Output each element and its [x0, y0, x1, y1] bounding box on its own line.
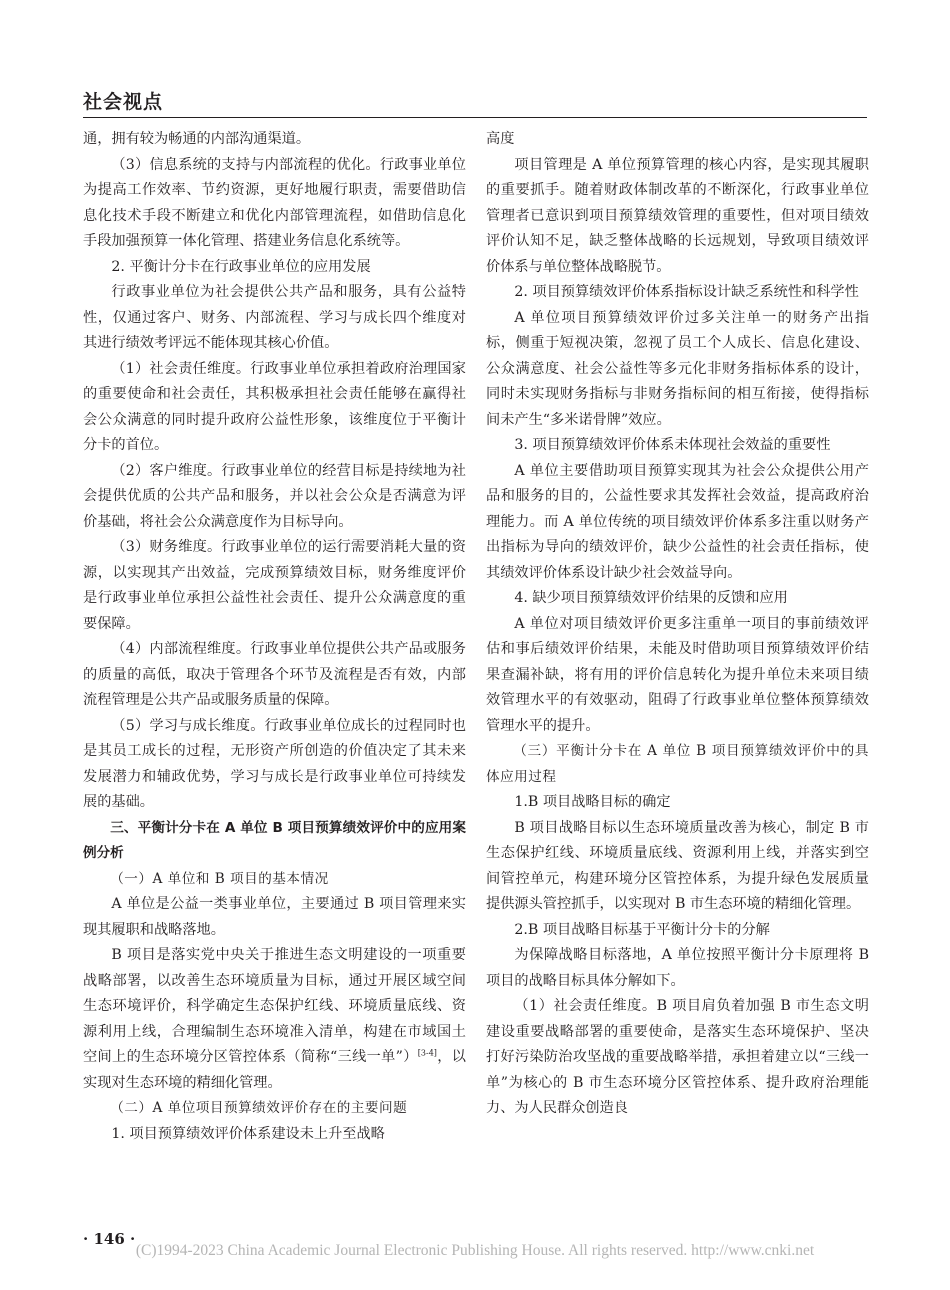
paragraph: 项目管理是 A 单位预算管理的核心内容，是实现其履职的重要抓手。随着财政体制改革的不断深化，行政事业单位管理者已意识到项目预算绩效管理的重要性，但对项目绩效评价认知不足，缺乏整体战略的长远规划，导致项目绩效评价体系与单位整体战略脱节。: [486, 156, 869, 275]
paragraph: B 项目战略目标以生态环境质量改善为核心，制定 B 市生态保护红线、环境质量底线、资源利用上线，并落实到空间管控单元，构建环境分区管控体系，为提升绿色发展质量提供源头管控抓手，以实现对 B 市生态环境的精细化管理。: [486, 819, 869, 912]
subheading: 2. 平衡计分卡在行政事业单位的应用发展: [111, 258, 371, 275]
section-heading: 三、平衡计分卡在 A 单位 B 项目预算绩效评价中的应用案例分析: [83, 819, 466, 861]
subheading: 3. 项目预算绩效评价体系未体现社会效益的重要性: [514, 437, 831, 453]
subheading: 2.B 项目战略目标基于平衡计分卡的分解: [514, 921, 770, 938]
subheading: 1.B 项目战略目标的确定: [514, 794, 671, 810]
paragraph: A 单位是公益一类事业单位，主要通过 B 项目管理来实现其履职和战略落地。: [83, 896, 466, 938]
paragraph: （2）客户维度。行政事业单位的经营目标是持续地为社会提供优质的公共产品和服务，并以社会公众是否满意为评价基础，将社会公众满意度作为目标导向。: [83, 462, 466, 530]
paragraph: A 单位项目预算绩效评价过多关注单一的财务产出指标，侧重于短视决策，忽视了员工个人成长、信息化建设、公众满意度、社会公益性等多元化非财务指标体系的设计，同时未实现财务指标与非财务指标间的相互衔接，使得指标间未产生“多米诺骨牌”效应。: [486, 309, 869, 428]
paragraph: （1）社会责任维度。行政事业单位承担着政府治理国家的重要使命和社会责任，其积极承担社会责任能够在赢得社会公众满意的同时提升政府公益性形象，该维度位于平衡计分卡的首位。: [83, 360, 466, 453]
paragraph: （3）财务维度。行政事业单位的运行需要消耗大量的资源，以实现其产出效益，完成预算绩效目标，财务维度评价是行政事业单位承担公益性社会责任、提升公众满意度的重要保障。: [83, 539, 466, 632]
paragraph-text: B 项目是落实党中央关于推进生态文明建设的一项重要战略部署，以改善生态环境质量为目标，通过开展区域空间生态环境评价，科学确定生态保护红线、环境质量底线、资源利用上线，合理编制生态环境准入清单，构建在市域国土空间上的生态环境分区管控体系（简称“三线一单”）: [83, 947, 466, 1065]
header-divider: [83, 117, 867, 118]
citation-reference[interactable]: [3-4]: [417, 1048, 437, 1058]
subsection-heading: （一）A 单位和 B 项目的基本情况: [110, 870, 329, 887]
paragraph: （1）社会责任维度。B 项目肩负着加强 B 市生态文明建设重要战略部署的重要使命，是落实生态环境保护、坚决打好污染防治攻坚战的重要战略举措，承担着建立以“三线一单”为核心的 B 市生态环境分区管控体系、提升政府治理能力、为人民群众创造良: [486, 998, 869, 1116]
paragraph-text: ，以实现对生态环境的精细化管理。: [83, 1049, 466, 1091]
left-column: [83, 127, 466, 1147]
paragraph: [83, 943, 466, 1096]
paragraph: 通，拥有较为畅通的内部沟通渠道。: [83, 131, 311, 147]
subsection-heading: （三）平衡计分卡在 A 单位 B 项目预算绩效评价中的具体应用过程: [486, 743, 869, 785]
subheading: 2. 项目预算绩效评价体系指标设计缺乏系统性和科学性: [514, 284, 859, 300]
subsection-heading: （二）A 单位项目预算绩效评价存在的主要问题: [110, 1100, 408, 1116]
paragraph: （5）学习与成长维度。行政事业单位成长的过程同时也是其员工成长的过程，无形资产所创造的价值决定了其未来发展潜力和辅政优势，学习与成长是行政事业单位可持续发展的基础。: [83, 717, 466, 810]
paragraph: （3）信息系统的支持与内部流程的优化。行政事业单位为提高工作效率、节约资源，更好地履行职责，需要借助信息化技术手段不断建立和优化内部管理流程，如借助信息化手段加强预算一体化管理、搭建业务信息化系统等。: [83, 156, 466, 249]
subheading-continued: 高度: [486, 131, 515, 147]
paragraph: A 单位对项目绩效评价更多注重单一项目的事前绩效评估和事后绩效评价结果，未能及时借助项目预算绩效评价结果查漏补缺，将有用的评价信息转化为提升单位未来项目绩效管理水平的有效驱动，阻碍了行政事业单位整体预算绩效管理水平的提升。: [486, 615, 869, 734]
paragraph: 为保障战略目标落地，A 单位按照平衡计分卡原理将 B 项目的战略目标具体分解如下。: [486, 947, 869, 989]
paragraph: （4）内部流程维度。行政事业单位提供公共产品或服务的质量的高低，取决于管理各个环节及流程是否有效，内部流程管理是公共产品或服务质量的保障。: [83, 641, 466, 708]
section-title: 社会视点: [83, 91, 164, 113]
copyright-watermark: (C)1994-2023 China Academic Journal Electronic Publishing House. All rights reserved. http://www.cnki.net: [135, 1242, 815, 1259]
page-number: · 146 ·: [83, 1230, 136, 1248]
right-column: [486, 127, 869, 1122]
subheading: 1. 项目预算绩效评价体系建设未上升至战略: [111, 1125, 385, 1142]
paragraph: A 单位主要借助项目预算实现其为社会公众提供公用产品和服务的目的，公益性要求其发挥社会效益，提高政府治理能力。而 A 单位传统的项目绩效评价体系多注重以财务产出指标为导向的绩效评价，缺少公益性的社会责任指标，使其绩效评价体系设计缺少社会效益导向。: [486, 462, 869, 581]
paragraph: 行政事业单位为社会提供公共产品和服务，具有公益特性，仅通过客户、财务、内部流程、学习与成长四个维度对其进行绩效考评远不能体现其核心价值。: [83, 284, 466, 351]
subheading: 4. 缺少项目预算绩效评价结果的反馈和应用: [514, 590, 788, 606]
